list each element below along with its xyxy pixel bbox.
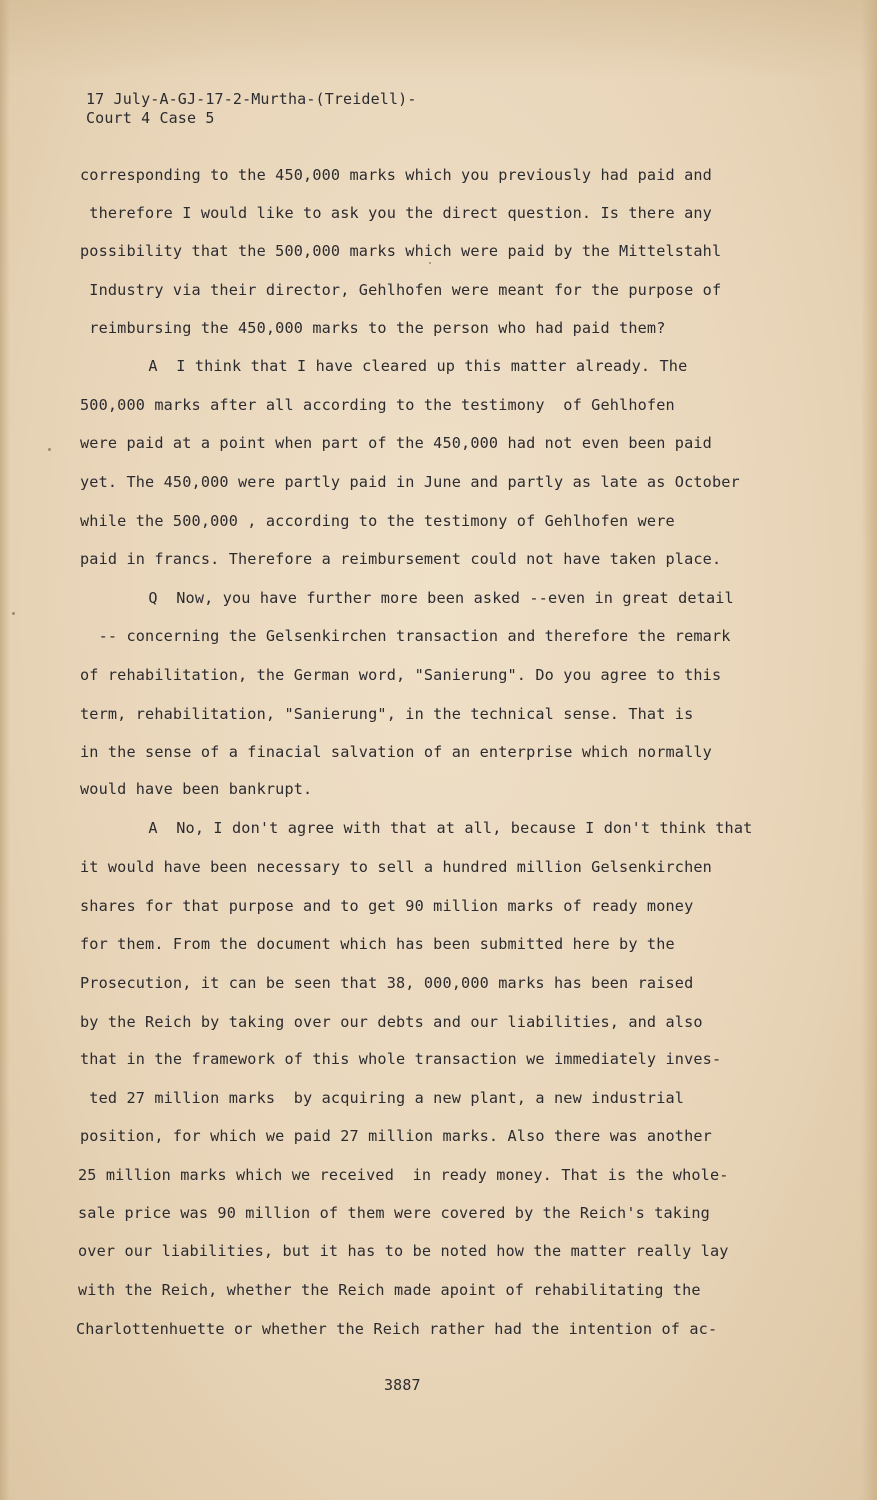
body-line: sale price was 90 million of them were covered by the Reich's taking: [78, 1204, 710, 1222]
body-line: Q Now, you have further more been asked --even in great detail: [74, 589, 734, 607]
body-line: were paid at a point when part of the 450,000 had not even been paid: [80, 434, 712, 452]
body-line: it would have been necessary to sell a hundred million Gelsenkirchen: [80, 858, 712, 876]
body-line: 500,000 marks after all according to the testimony of Gehlhofen: [80, 396, 675, 414]
paper-speck: [12, 612, 15, 615]
body-line: position, for which we paid 27 million marks. Also there was another: [80, 1127, 712, 1145]
body-line: therefore I would like to ask you the direct question. Is there any: [80, 204, 712, 222]
body-line: corresponding to the 450,000 marks which you previously had paid and: [80, 166, 712, 184]
body-line: that in the framework of this whole transaction we immediately inves-: [80, 1050, 722, 1068]
paper-speck: [48, 448, 51, 451]
body-line: possibility that the 500,000 marks which were paid by the Mittelstahl: [80, 242, 722, 260]
body-line: by the Reich by taking over our debts and our liabilities, and also: [80, 1013, 703, 1031]
body-line: for them. From the document which has been submitted here by the: [80, 935, 675, 953]
body-line: paid in francs. Therefore a reimbursement could not have taken place.: [80, 550, 722, 568]
paper-speck: [429, 262, 431, 264]
body-line: would have been bankrupt.: [80, 780, 313, 798]
body-line: over our liabilities, but it has to be noted how the matter really lay: [78, 1242, 729, 1260]
body-line: Prosecution, it can be seen that 38, 000,000 marks has been raised: [80, 974, 694, 992]
paper-edge-left: [0, 0, 10, 1500]
body-line: A I think that I have cleared up this matter already. The: [74, 357, 688, 375]
page-number: 3887: [384, 1376, 421, 1394]
body-line: 25 million marks which we received in ready money. That is the whole-: [78, 1166, 729, 1184]
body-line: A No, I don't agree with that at all, because I don't think that: [74, 819, 753, 837]
header-line-1: 17 July-A-GJ-17-2-Murtha-(Treidell)-: [86, 90, 417, 108]
body-line: reimbursing the 450,000 marks to the person who had paid them?: [80, 319, 666, 337]
body-line: term, rehabilitation, "Sanierung", in the technical sense. That is: [80, 705, 694, 723]
body-line: in the sense of a finacial salvation of an enterprise which normally: [80, 743, 712, 761]
body-line: yet. The 450,000 were partly paid in June and partly as late as October: [80, 473, 740, 491]
body-line: -- concerning the Gelsenkirchen transaction and therefore the remark: [80, 627, 731, 645]
body-line: with the Reich, whether the Reich made apoint of rehabilitating the: [78, 1281, 701, 1299]
body-line: shares for that purpose and to get 90 million marks of ready money: [80, 897, 694, 915]
body-line: of rehabilitation, the German word, "Sanierung". Do you agree to this: [80, 666, 722, 684]
paper-edge-right: [861, 0, 877, 1500]
header-line-2: Court 4 Case 5: [86, 109, 215, 127]
body-line: Charlottenhuette or whether the Reich rather had the intention of ac-: [76, 1320, 718, 1338]
body-line: Industry via their director, Gehlhofen were meant for the purpose of: [80, 281, 722, 299]
body-line: ted 27 million marks by acquiring a new plant, a new industrial: [80, 1089, 685, 1107]
paper-stain: [0, 0, 877, 80]
body-line: while the 500,000 , according to the testimony of Gehlhofen were: [80, 512, 675, 530]
